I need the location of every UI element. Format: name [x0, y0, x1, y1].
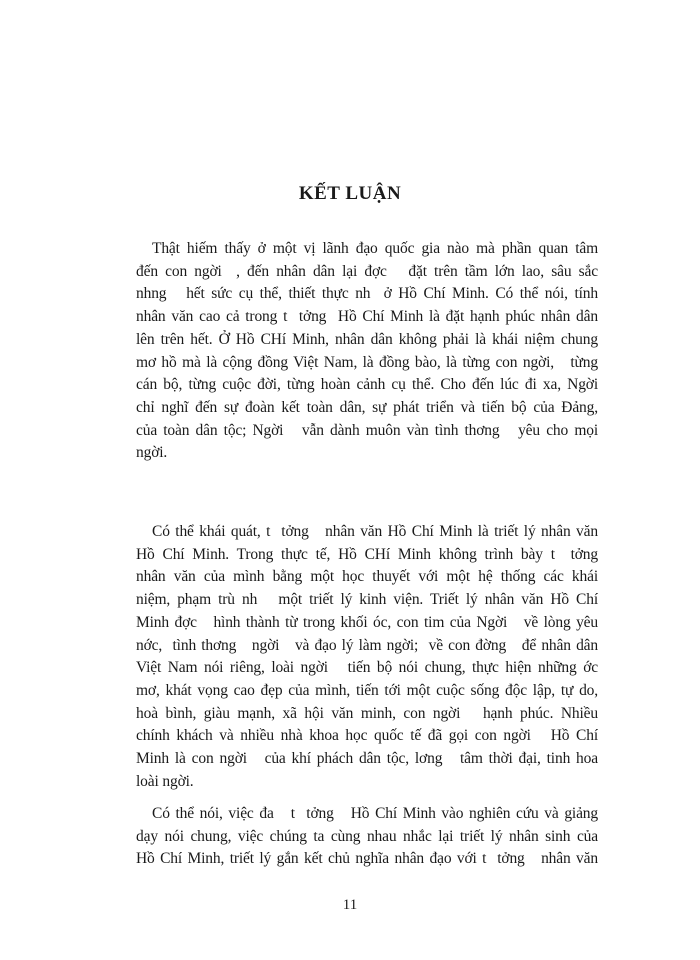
page-title: KẾT LUẬN [298, 183, 402, 204]
paragraph-line: nớc, tình thơng ngời và đạo lý làm ngời; về con đờng để nhân dân [136, 636, 598, 654]
paragraph-3 [136, 803, 598, 871]
paragraph-line: Việt Nam nói riêng, loài ngời tiến bộ nói chung, thực hiện những ớc [136, 659, 598, 677]
paragraph-1 [136, 238, 598, 465]
paragraph-line: Thật hiếm thấy ở một vị lãnh đạo quốc gia nào mà phần quan tâm [152, 240, 598, 257]
paragraph-line: Có thể nói, việc đa t tởng Hồ Chí Minh vào nghiên cứu và giảng [152, 805, 598, 822]
paragraph-line: đến con ngời , đến nhân dân lại đợc đặt trên tầm lớn lao, sâu sắc [136, 262, 598, 280]
paragraph-line: Minh là con ngời của khí phách dân tộc, lơng tâm thời đại, tinh hoa [136, 750, 598, 768]
paragraph-line: dạy nói chung, việc chúng ta cùng nhau nhắc lại triết lý nhân sinh của [136, 827, 598, 845]
paragraph-line: của toàn dân tộc; Ngời vẫn dành muôn vàn tình thơng yêu cho mọi [136, 421, 598, 439]
paragraph-line: nhng hết sức cụ thể, thiết thực nh ở Hồ Chí Minh. Có thể nói, tính [136, 285, 598, 303]
paragraph-line: Hồ Chí Minh. Trong thực tế, Hồ CHí Minh không trình bày t tởng [136, 545, 598, 563]
paragraph-line: cán bộ, từng cuộc đời, từng hoàn cảnh cụ thể. Cho đến lúc đi xa, Ngời [136, 376, 598, 394]
paragraph-line: chỉ nghĩ đến sự đoàn kết toàn dân, sự phát triển và tiến bộ của Đảng, [136, 398, 598, 416]
paragraph-line: Hồ Chí Minh, triết lý gắn kết chủ nghĩa nhân đạo với t tởng nhân văn [136, 850, 598, 868]
paragraph-line: loài ngời. [136, 772, 194, 790]
paragraph-line: nhân văn cao cả trong t tởng Hồ Chí Minh là đặt hạnh phúc nhân dân [136, 308, 598, 326]
paragraph-line: Minh đợc hình thành từ trong khối óc, con tim của Ngời về lòng yêu [136, 613, 598, 631]
page-number: 11 [342, 897, 358, 913]
paragraph-line: hoà bình, giàu mạnh, xã hội văn minh, con ngời hạnh phúc. Nhiều [136, 704, 598, 722]
paragraph-line: Có thể khái quát, t tởng nhân văn Hồ Chí Minh là triết lý nhân văn [152, 523, 598, 540]
paragraph-line: lên trên hết. Ở Hồ CHí Minh, nhân dân không phải là khái niệm chung [136, 330, 598, 348]
paragraph-line: nhân văn của mình bằng một học thuyết với một hệ thống các khái [136, 568, 598, 586]
paragraph-line: ngời. [136, 444, 168, 462]
paragraph-line: niệm, phạm trù nh một triết lý kinh viện. Triết lý nhân văn Hồ Chí [136, 591, 598, 609]
paragraph-line: mơ hồ mà là cộng đồng Việt Nam, là đồng bào, là từng con ngời, từng [136, 353, 598, 371]
paragraph-line: chính khách và nhiều nhà khoa học quốc tế đã gọi con ngời Hồ Chí [136, 727, 598, 745]
paragraph-line: mơ, khát vọng cao đẹp của mình, tiến tới một cuộc sống độc lập, tự do, [136, 681, 598, 699]
paragraph-2 [136, 521, 598, 793]
